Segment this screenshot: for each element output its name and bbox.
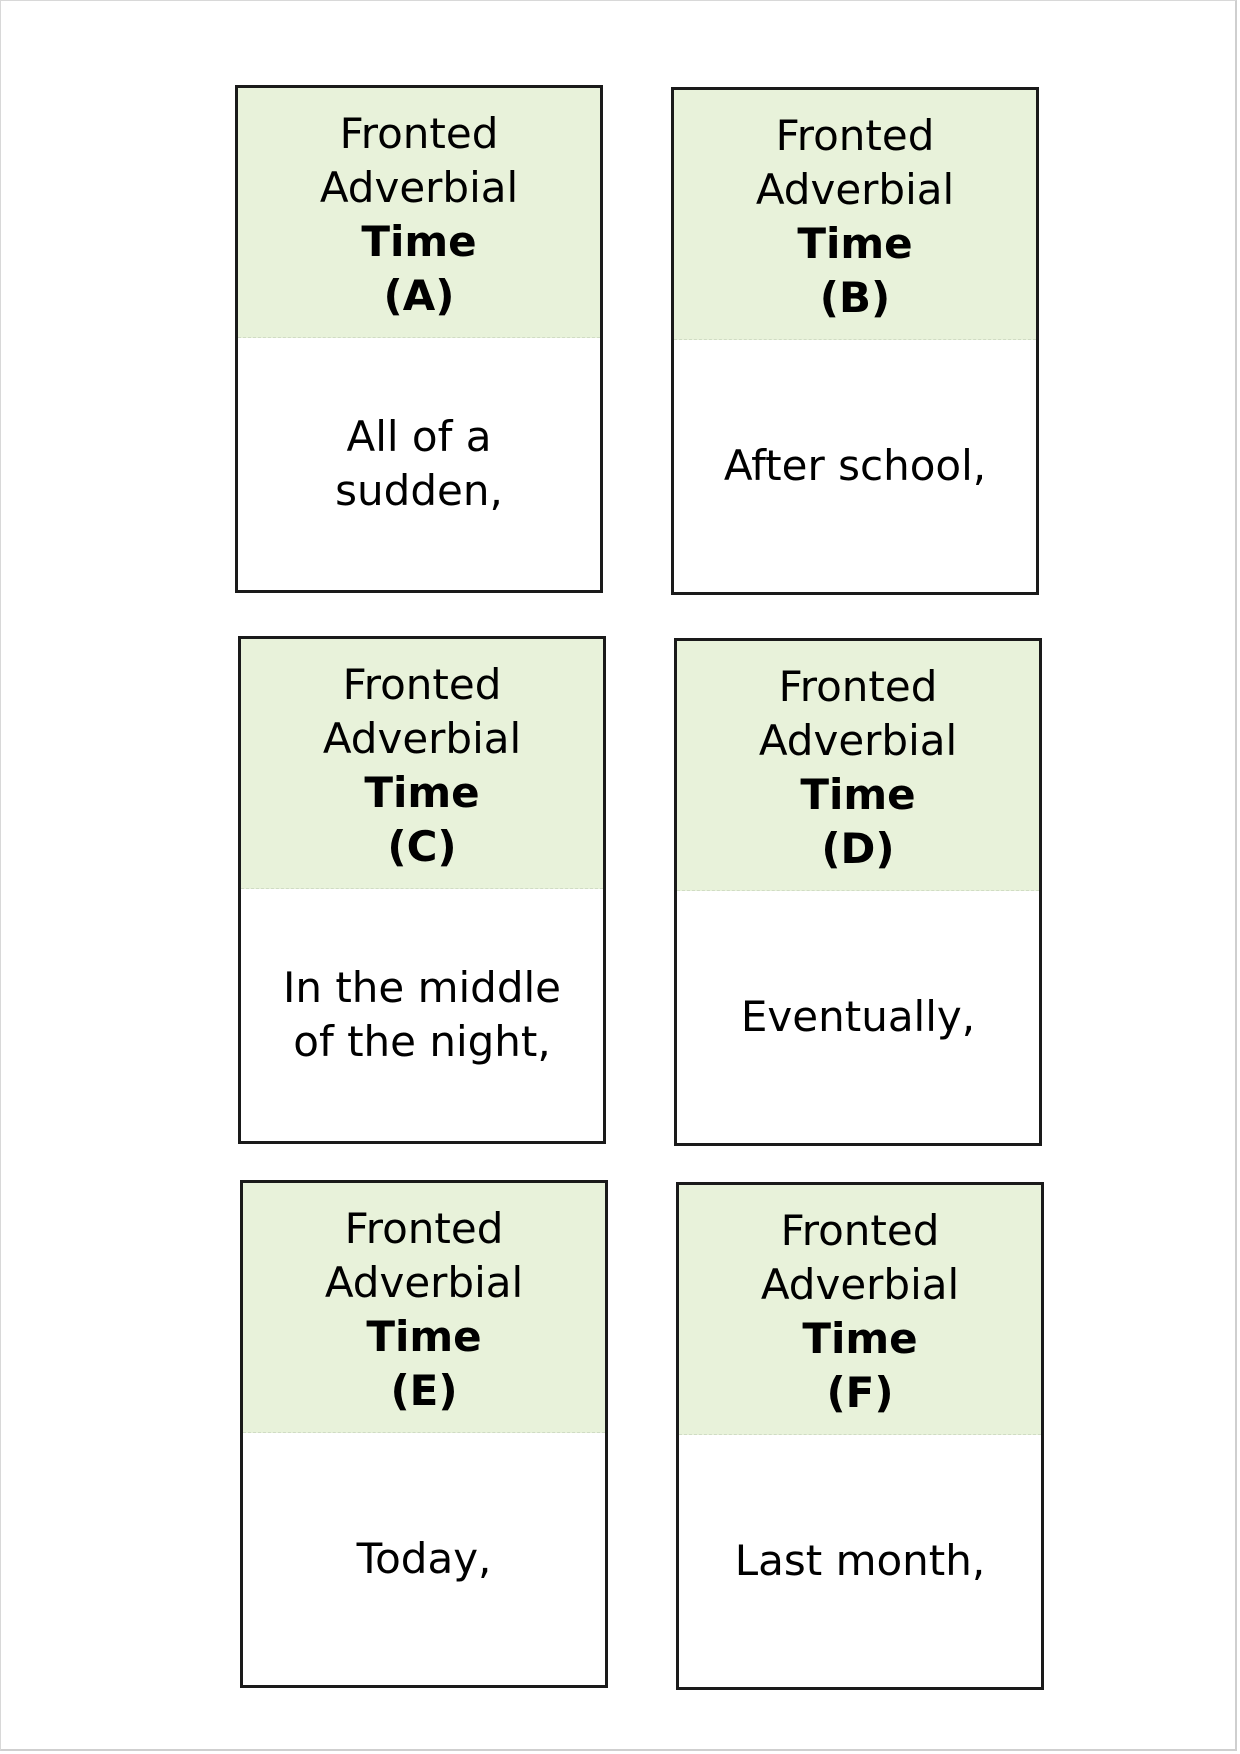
card-header [243, 1183, 605, 1433]
card-category: Time [800, 769, 916, 819]
card-phrase: In the middle of the night, [282, 963, 562, 1066]
card-title-adverbial: Adverbial [322, 713, 522, 763]
card-phrase: After school, [723, 441, 987, 490]
card-header [674, 90, 1036, 340]
card-header [679, 1185, 1041, 1435]
card-title-adverbial: Adverbial [758, 715, 958, 765]
card-phrase: Today, [356, 1534, 492, 1583]
card-category: Time [797, 218, 913, 268]
card-body [677, 891, 1039, 1143]
card-title-fronted: Fronted [342, 659, 502, 709]
card-title-adverbial: Adverbial [760, 1259, 960, 1309]
card-header [677, 641, 1039, 891]
card-category: Time [361, 216, 477, 266]
card-letter: (F) [826, 1367, 894, 1417]
card-title-fronted: Fronted [775, 110, 935, 160]
card-body [679, 1435, 1041, 1687]
card-body [674, 340, 1036, 592]
card-f [676, 1182, 1044, 1690]
card-c [238, 636, 606, 1144]
card-title-adverbial: Adverbial [319, 162, 519, 212]
card-header [241, 639, 603, 889]
card-header [238, 88, 600, 338]
card-phrase: All of a sudden, [335, 412, 503, 515]
card-title-fronted: Fronted [344, 1203, 504, 1253]
card-category: Time [366, 1311, 482, 1361]
card-letter: (C) [387, 821, 457, 871]
card-category: Time [364, 767, 480, 817]
card-body [238, 338, 600, 590]
card-title-fronted: Fronted [778, 661, 938, 711]
card-phrase: Eventually, [740, 992, 976, 1041]
card-letter: (E) [390, 1365, 458, 1415]
card-title-adverbial: Adverbial [324, 1257, 524, 1307]
card-letter: (A) [383, 270, 455, 320]
card-e [240, 1180, 608, 1688]
card-title-fronted: Fronted [780, 1205, 940, 1255]
card-b [671, 87, 1039, 595]
card-title-adverbial: Adverbial [755, 164, 955, 214]
card-letter: (D) [821, 823, 895, 873]
card-phrase: Last month, [734, 1536, 986, 1585]
card-category: Time [802, 1313, 918, 1363]
card-d [674, 638, 1042, 1146]
card-a [235, 85, 603, 593]
card-body [243, 1433, 605, 1685]
card-letter: (B) [819, 272, 891, 322]
card-title-fronted: Fronted [339, 108, 499, 158]
card-body [241, 889, 603, 1141]
